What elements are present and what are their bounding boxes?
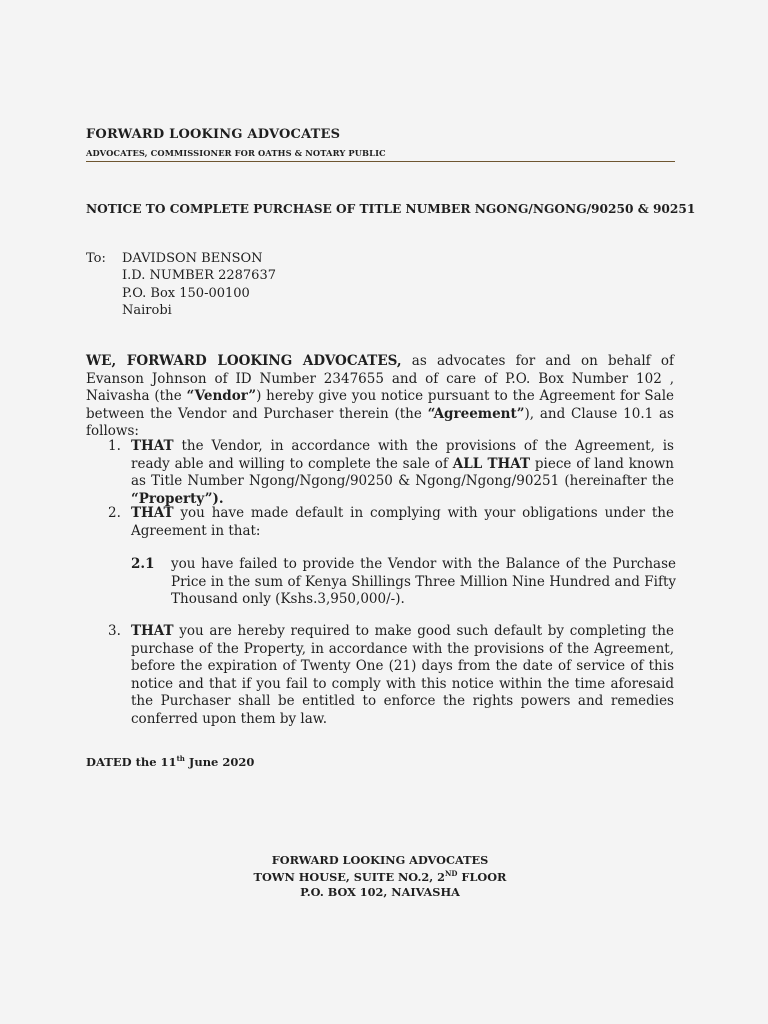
to-label: To: [86, 251, 106, 266]
intro-lead: WE, FORWARD LOOKING ADVOCATES, [86, 353, 402, 369]
item-3-text-1: you are hereby required to make good such default by completing the purchase of the Property, in accordance with the provisions of the Agreement, before the expiration of Twenty One (21) days from the date of service of this notice and that if you fail to comply with this notice within the time aforesaid the Purchaser shall be entitled to enforce the rights powers and remedies conferred upon them by law. [131, 623, 674, 727]
addressee-box: P.O. Box 150-00100 [122, 286, 250, 301]
item-1-text-1: the Vendor, in accordance with the provisions of the Agreement, is ready able and willing to complete the sale of [131, 438, 674, 472]
dated-line [86, 754, 254, 769]
firm-name: FORWARD LOOKING ADVOCATES [86, 127, 341, 142]
intro-text-2: ) hereby give you notice pursuant to the Agreement for Sale between the Vendor and Purchaser therein (the [86, 388, 675, 422]
item-2-text [131, 505, 674, 540]
footer-line2-suffix: FLOOR [457, 869, 507, 884]
item-1-text-2: piece of land known as Title Number Ngong/Ngong/90250 & Ngong/Ngong/90251 (hereinafter the [131, 455, 674, 489]
vendor-term: “Vendor” [186, 388, 257, 404]
footer-line2-prefix: TOWN HOUSE, SUITE NO.2, 2 [253, 869, 446, 884]
agreement-term: “Agreement” [427, 405, 525, 422]
dated-prefix: DATED the 11 [86, 754, 177, 769]
dated-sup: th [176, 754, 185, 763]
item-1-number: 1. [108, 438, 121, 454]
property-term: “Property”). [131, 490, 224, 507]
item-1-lead: THAT [131, 438, 174, 454]
item-3-number: 3. [108, 623, 121, 639]
item-1-text [131, 438, 674, 508]
all-that-term: ALL THAT [452, 455, 531, 472]
firm-subtitle: ADVOCATES, COMMISSIONER FOR OATHS & NOTARY PUBLIC [86, 148, 386, 158]
intro-paragraph [86, 353, 674, 441]
footer-firm-name: FORWARD LOOKING ADVOCATES [271, 853, 489, 867]
addressee-id-number: I.D. NUMBER 2287637 [122, 268, 276, 283]
sub-item-text: you have failed to provide the Vendor with the Balance of the Purchase Price in the sum of Kenya Shillings Three Million Nine Hundred and Fifty Thousand only (Kshs.3,950,000/-). [171, 556, 676, 607]
footer-po-box: P.O. BOX 102, NAIVASHA [300, 885, 460, 899]
footer-line2-sup: ND [445, 869, 458, 878]
addressee-city: Nairobi [122, 303, 172, 318]
addressee-name: DAVIDSON BENSON [122, 251, 263, 266]
intro-text-3: ), and Clause 10.1 as follows: [86, 405, 674, 439]
intro-text-1: as advocates for and on behalf of Evanson Johnson of ID Number 2347655 and of care of P.O. Box Number 102 , Naivasha (the [86, 353, 674, 404]
item-2-number: 2. [108, 505, 121, 521]
footer-address-line [240, 869, 520, 884]
item-2-text-1: you have made default in complying with your obligations under the Agreement in that: [131, 505, 674, 539]
item-2-lead: THAT [131, 505, 174, 521]
item-3-lead: THAT [131, 623, 174, 639]
header-divider [86, 161, 675, 162]
dated-suffix: June 2020 [184, 754, 255, 769]
sub-item-number: 2.1 [131, 556, 155, 572]
item-3-text [131, 623, 674, 728]
notice-title: NOTICE TO COMPLETE PURCHASE OF TITLE NUMBER NGONG/NGONG/90250 & 90251 [86, 202, 696, 216]
